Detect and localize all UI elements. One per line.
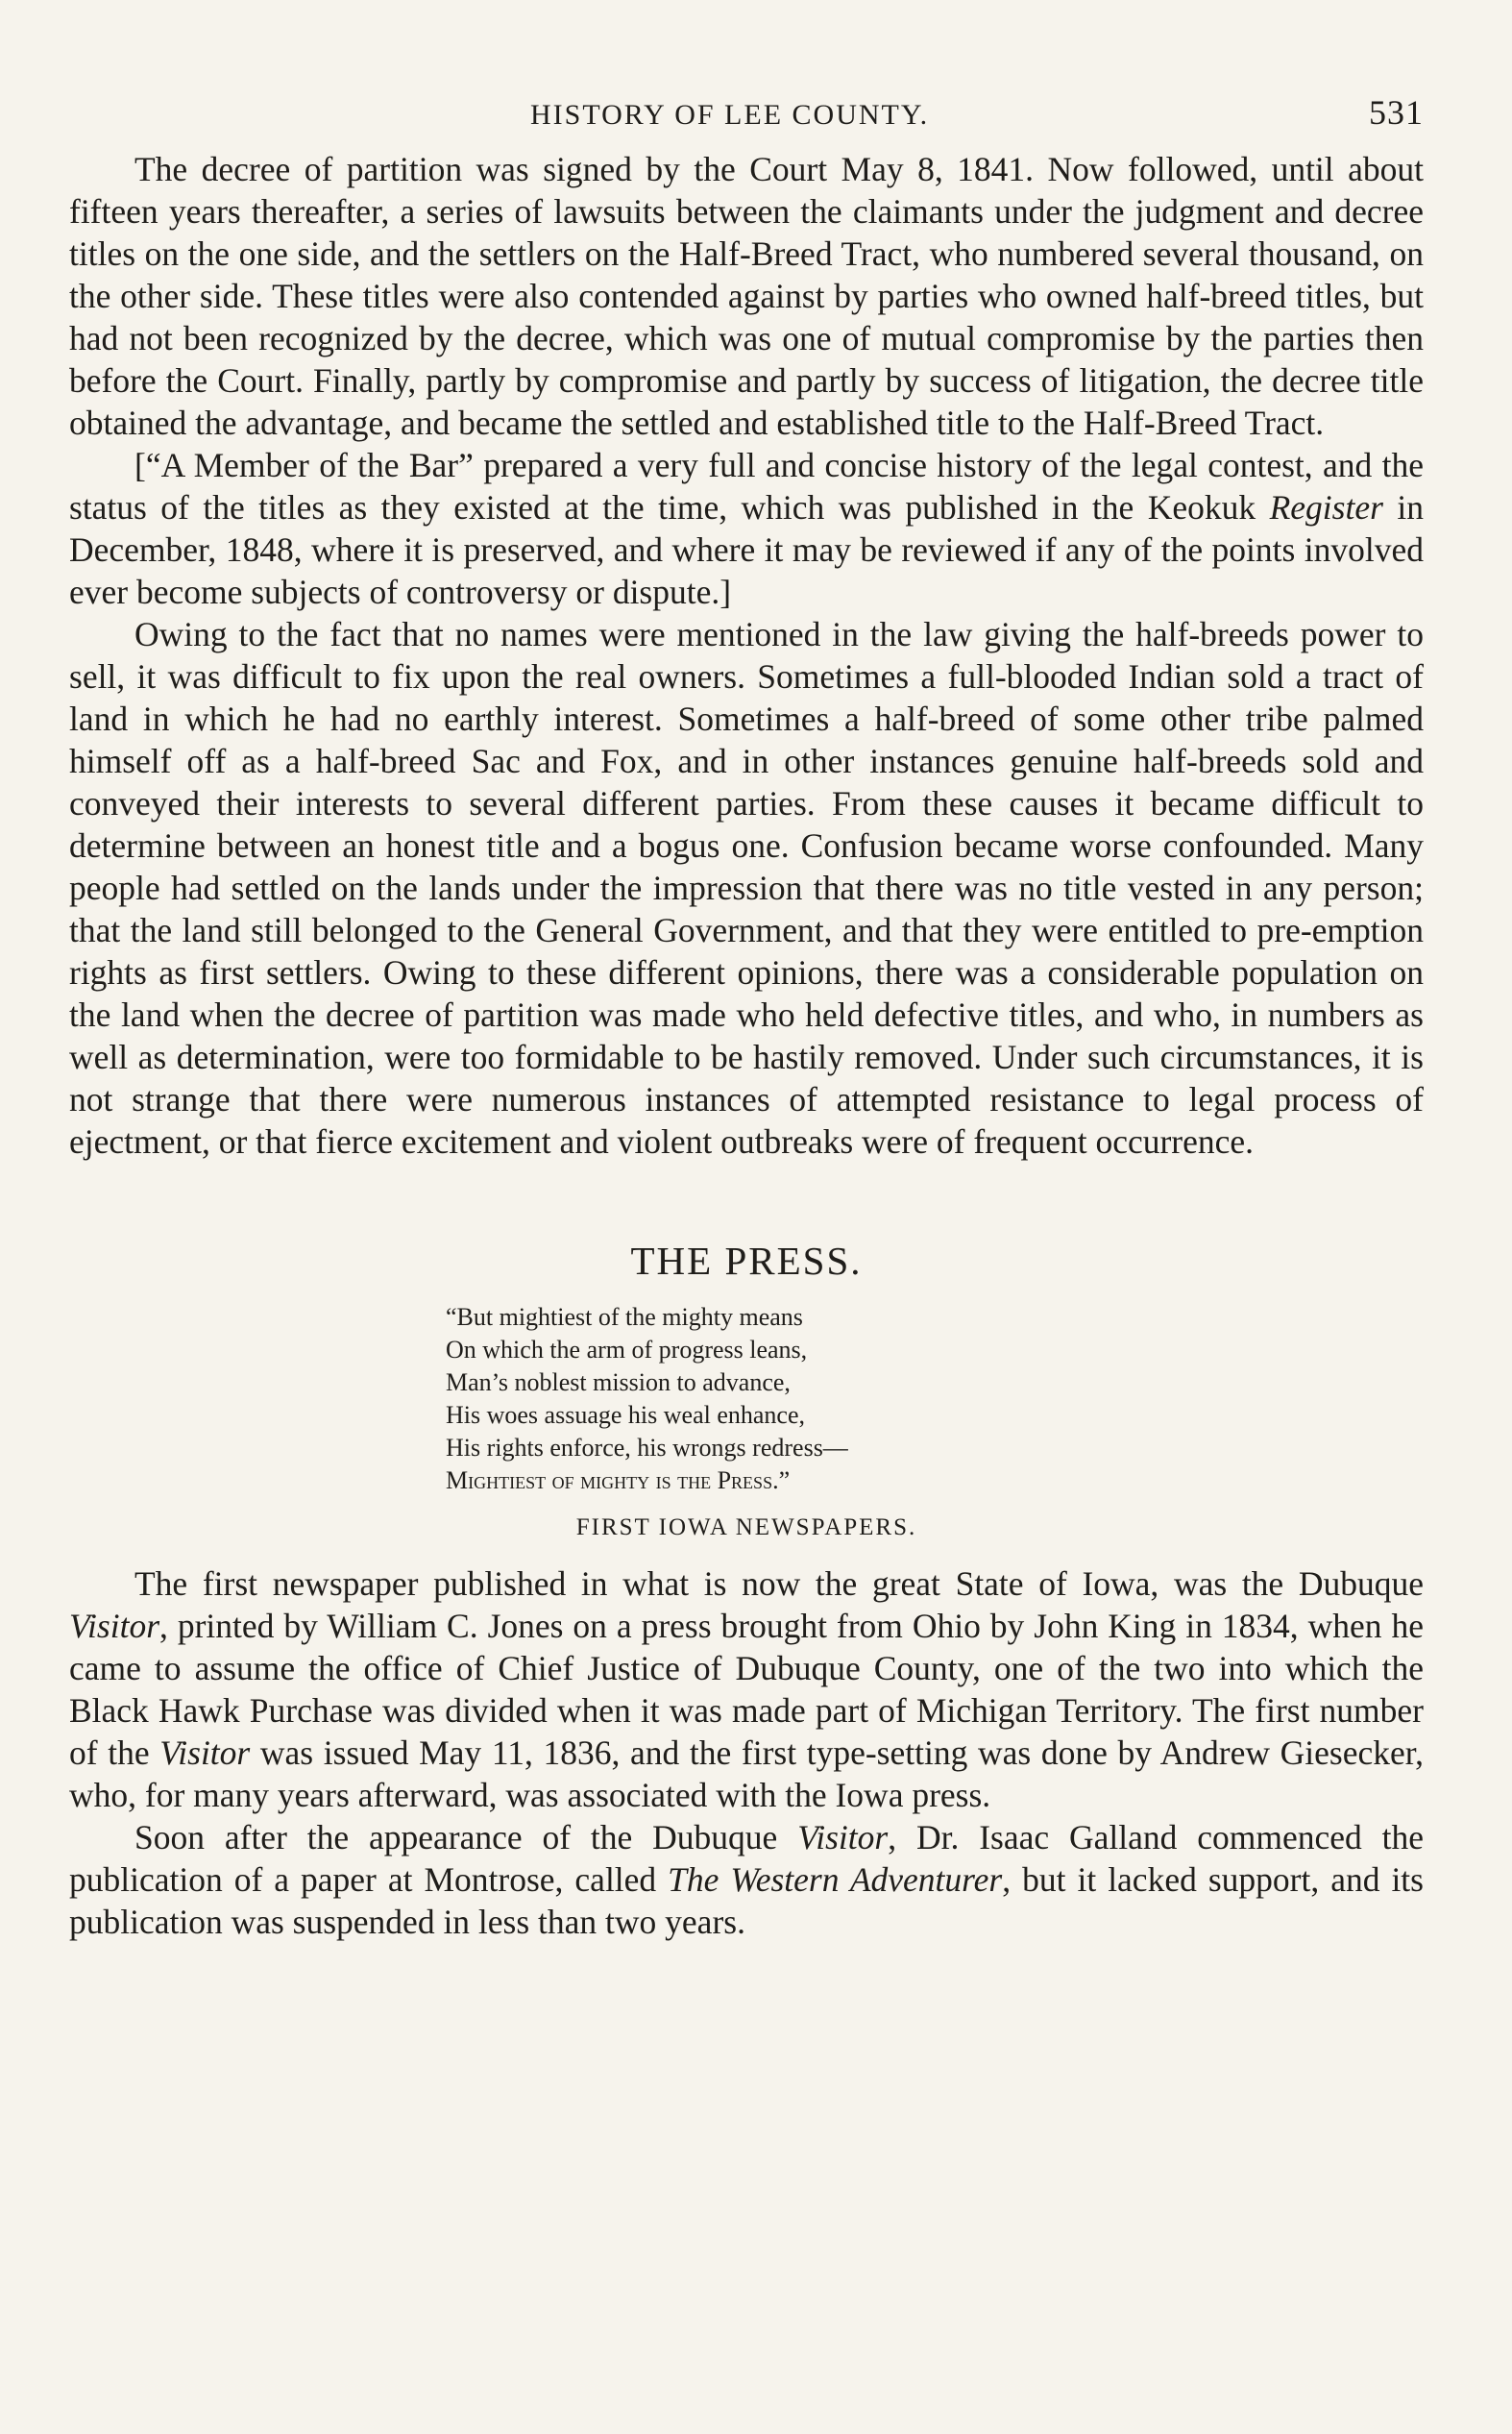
poem-line: Man’s noblest mission to advance, (446, 1368, 791, 1396)
subheading: FIRST IOWA NEWSPAPERS. (575, 1514, 917, 1540)
text-run: was issued May 11, 1836, and the first type-setting was done by Andrew Giesecker, who, for many years afterward, was associated with the Iowa press. (69, 1733, 1424, 1814)
paragraph-owing: Owing to the fact that no names were mentioned in the law giving the half-breeds power to sell, it was difficult to fix upon the real owners. Sometimes a full-blooded Indian sold a tract of land in which he had no earthly interest. Sometimes a half-breed of some other tribe palmed himself off as a half-breed Sac and Fox, and in other instances genuine half-breeds sold and conveyed their interests to several different parties. From these causes it became difficult to determine between an honest title and a bogus one. Confusion became worse confounded. Many people had settled on the lands under the impression that there was no title vested in any person; that the land still belonged to the General Government, and that they were entitled to pre-emption rights as first settlers. Owing to these different opinions, there was a considerable population on the land when the decree of partition was made who held defective titles, and who, in numbers as well as determination, were too formidable to be hastily removed. Under such circumstances, it is not strange that there were numerous instances of attempted resistance to legal process of ejectment, or that fierce excitement and violent outbreaks were of frequent occurrence. (69, 615, 1424, 1161)
italic-visitor: Visitor (797, 1818, 889, 1856)
paragraph-galland (69, 1816, 1424, 1943)
text-run: [“A Member of the Bar” prepared a very full and concise history of the legal contest, and the status of the titles as they existed at the time, which was published in the Keokuk (69, 446, 1424, 527)
poem-line: His rights enforce, his wrongs redress— (446, 1434, 848, 1462)
poem-line: On which the arm of progress leans, (446, 1336, 808, 1364)
italic-register: Register (1269, 488, 1383, 527)
page-number: 531 (1369, 93, 1424, 132)
running-header (69, 92, 1424, 140)
italic-western-adventurer: The Western Adventurer (668, 1860, 1003, 1899)
section-half-breed-tract (69, 148, 1424, 1163)
paragraph-first-newspaper (69, 1562, 1424, 1816)
text-run: , printed by William C. Jones on a press brought from Ohio by John King in 1834, when he came to assume the office of Chief Justice of Dubuque County, one of the two into which the Black Hawk Purchase was divided when it was made part of Michigan Territory. The first number of the (69, 1607, 1424, 1772)
text-run: Soon after the appearance of the Dubuque (134, 1818, 798, 1856)
document-page (69, 92, 1424, 1943)
text-run: , but it lacked support, and its publication was suspended in less than two years. (69, 1860, 1424, 1941)
paragraph-decree: The decree of partition was signed by the Court May 8, 1841. Now followed, until about fifteen years thereafter, a series of lawsuits between the claimants under the judgment and decree titles on the one side, and the settlers on the Half-Breed Tract, who numbered several thousand, on the other side. These titles were also contended against by parties who owned half-breed titles, but had not been recognized by the decree, which was one of mutual compromise by the parties then before the Court. Finally, partly by compromise and partly by success of litigation, the decree title obtained the advantage, and became the settled and established title to the Half-Breed Tract. (69, 150, 1424, 442)
text-run: , Dr. Isaac Galland commenced the publication of a paper at Montrose, called (69, 1818, 1424, 1899)
italic-visitor: Visitor (69, 1607, 160, 1645)
text-run: The first newspaper published in what is now the great State of Iowa, was the Dubuque (134, 1564, 1424, 1603)
section-heading: THE PRESS. (630, 1239, 863, 1283)
poem-line: Mightiest of mighty is the Press.” (446, 1466, 791, 1494)
running-title: HISTORY OF LEE COUNTY. (530, 99, 930, 131)
poem-line: “But mightiest of the mighty means (446, 1303, 803, 1331)
paragraph-member-of-bar (69, 444, 1424, 613)
poem-line: His woes assuage his weal enhance, (446, 1401, 805, 1429)
italic-visitor: Visitor (159, 1733, 251, 1772)
epigraph-poem (446, 1301, 1424, 1497)
text-run: in December, 1848, where it is preserved, and where it may be reviewed if any of the points involved ever become subjects of controversy or dispute.] (69, 488, 1424, 611)
